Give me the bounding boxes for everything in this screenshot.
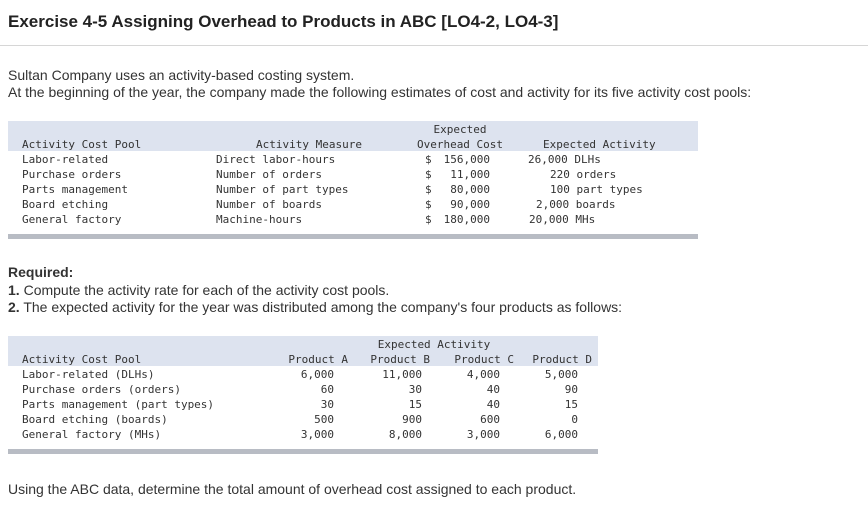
table-bottom-rule bbox=[8, 234, 698, 239]
row-activity: 100 part types bbox=[550, 183, 643, 196]
product-activity-table bbox=[8, 336, 598, 458]
intro-line-1: Sultan Company uses an activity-based costing system. bbox=[8, 67, 355, 83]
row-cost: 80,000 bbox=[450, 183, 490, 196]
row-product-a: 60 bbox=[320, 383, 334, 396]
row-cost-sign: $ bbox=[425, 183, 432, 196]
header-activity-cost-pool: Activity Cost Pool bbox=[22, 138, 142, 151]
row-product-d: 5,000 bbox=[544, 368, 578, 381]
row-measure: Number of boards bbox=[216, 198, 322, 211]
row-product-c: 40 bbox=[486, 398, 500, 411]
row-product-b: 30 bbox=[408, 383, 422, 396]
row-pool: Purchase orders bbox=[22, 168, 122, 181]
row-pool: Board etching (boards) bbox=[22, 413, 168, 426]
header-product-d: Product D bbox=[532, 353, 592, 366]
exercise-title: Exercise 4-5 Assigning Overhead to Products in ABC [LO4-2, LO4-3] bbox=[8, 12, 559, 31]
header-product-b: Product B bbox=[370, 353, 430, 366]
row-product-b: 8,000 bbox=[388, 428, 422, 441]
row-cost-sign: $ bbox=[425, 198, 432, 211]
row-product-d: 90 bbox=[564, 383, 578, 396]
row-product-c: 40 bbox=[486, 383, 500, 396]
row-product-a: 30 bbox=[320, 398, 334, 411]
row-product-c: 3,000 bbox=[466, 428, 500, 441]
row-product-b: 11,000 bbox=[382, 368, 422, 381]
required-heading: Required: bbox=[8, 264, 74, 280]
title-divider bbox=[0, 45, 868, 46]
row-product-a: 6,000 bbox=[300, 368, 334, 381]
item-text: Compute the activity rate for each of the activity cost pools. bbox=[19, 282, 390, 298]
row-pool: Purchase orders (orders) bbox=[22, 383, 181, 396]
row-cost-sign: $ bbox=[425, 213, 432, 226]
header-expected-activity: Expected Activity bbox=[543, 138, 656, 151]
row-product-b: 15 bbox=[408, 398, 422, 411]
row-measure: Direct labor-hours bbox=[216, 153, 336, 166]
table-bottom-rule bbox=[8, 449, 598, 454]
row-cost: 156,000 bbox=[443, 153, 490, 166]
header-activity-measure: Activity Measure bbox=[256, 138, 362, 151]
header-expected: Expected bbox=[433, 123, 487, 136]
row-product-a: 3,000 bbox=[300, 428, 334, 441]
row-measure: Machine-hours bbox=[216, 213, 303, 226]
row-cost-sign: $ bbox=[425, 153, 432, 166]
row-product-d: 15 bbox=[564, 398, 578, 411]
cost-pool-estimates-table bbox=[8, 121, 698, 241]
row-measure: Number of part types bbox=[216, 183, 349, 196]
row-cost: 90,000 bbox=[450, 198, 490, 211]
row-product-c: 4,000 bbox=[466, 368, 500, 381]
intro-line-2: At the beginning of the year, the company made the following estimates of cost and activity for its five activity cost pools: bbox=[8, 84, 752, 100]
row-activity: 2,000 boards bbox=[536, 198, 616, 211]
header-product-c: Product C bbox=[454, 353, 514, 366]
row-pool: Board etching bbox=[22, 198, 109, 211]
header-overhead-cost: Overhead Cost bbox=[416, 138, 504, 151]
header-expected-activity: Expected Activity bbox=[377, 338, 491, 351]
header-activity-cost-pool: Activity Cost Pool bbox=[22, 353, 142, 366]
row-activity: 26,000 DLHs bbox=[528, 153, 601, 166]
required-item-2 bbox=[8, 299, 622, 315]
required-item-1 bbox=[8, 282, 389, 298]
item-number: 2. bbox=[8, 299, 20, 315]
row-activity: 220 orders bbox=[550, 168, 617, 181]
item-number: 1. bbox=[8, 282, 20, 298]
row-product-a: 500 bbox=[314, 413, 334, 426]
header-product-a: Product A bbox=[288, 353, 348, 366]
row-pool: Labor-related (DLHs) bbox=[22, 368, 155, 381]
row-product-d: 6,000 bbox=[544, 428, 578, 441]
row-cost: 11,000 bbox=[450, 168, 490, 181]
row-measure: Number of orders bbox=[216, 168, 322, 181]
row-cost: 180,000 bbox=[443, 213, 490, 226]
closing-instruction: Using the ABC data, determine the total amount of overhead cost assigned to each product. bbox=[8, 481, 577, 497]
row-product-b: 900 bbox=[402, 413, 422, 426]
item-text: The expected activity for the year was distributed among the company's four products as follows: bbox=[19, 299, 623, 315]
row-pool: Parts management (part types) bbox=[22, 398, 215, 411]
row-activity: 20,000 MHs bbox=[529, 213, 596, 226]
row-pool: Labor-related bbox=[22, 153, 109, 166]
row-product-c: 600 bbox=[480, 413, 500, 426]
row-product-d: 0 bbox=[571, 413, 578, 426]
row-cost-sign: $ bbox=[425, 168, 432, 181]
row-pool: Parts management bbox=[22, 183, 128, 196]
row-pool: General factory (MHs) bbox=[22, 428, 162, 441]
row-pool: General factory bbox=[22, 213, 122, 226]
